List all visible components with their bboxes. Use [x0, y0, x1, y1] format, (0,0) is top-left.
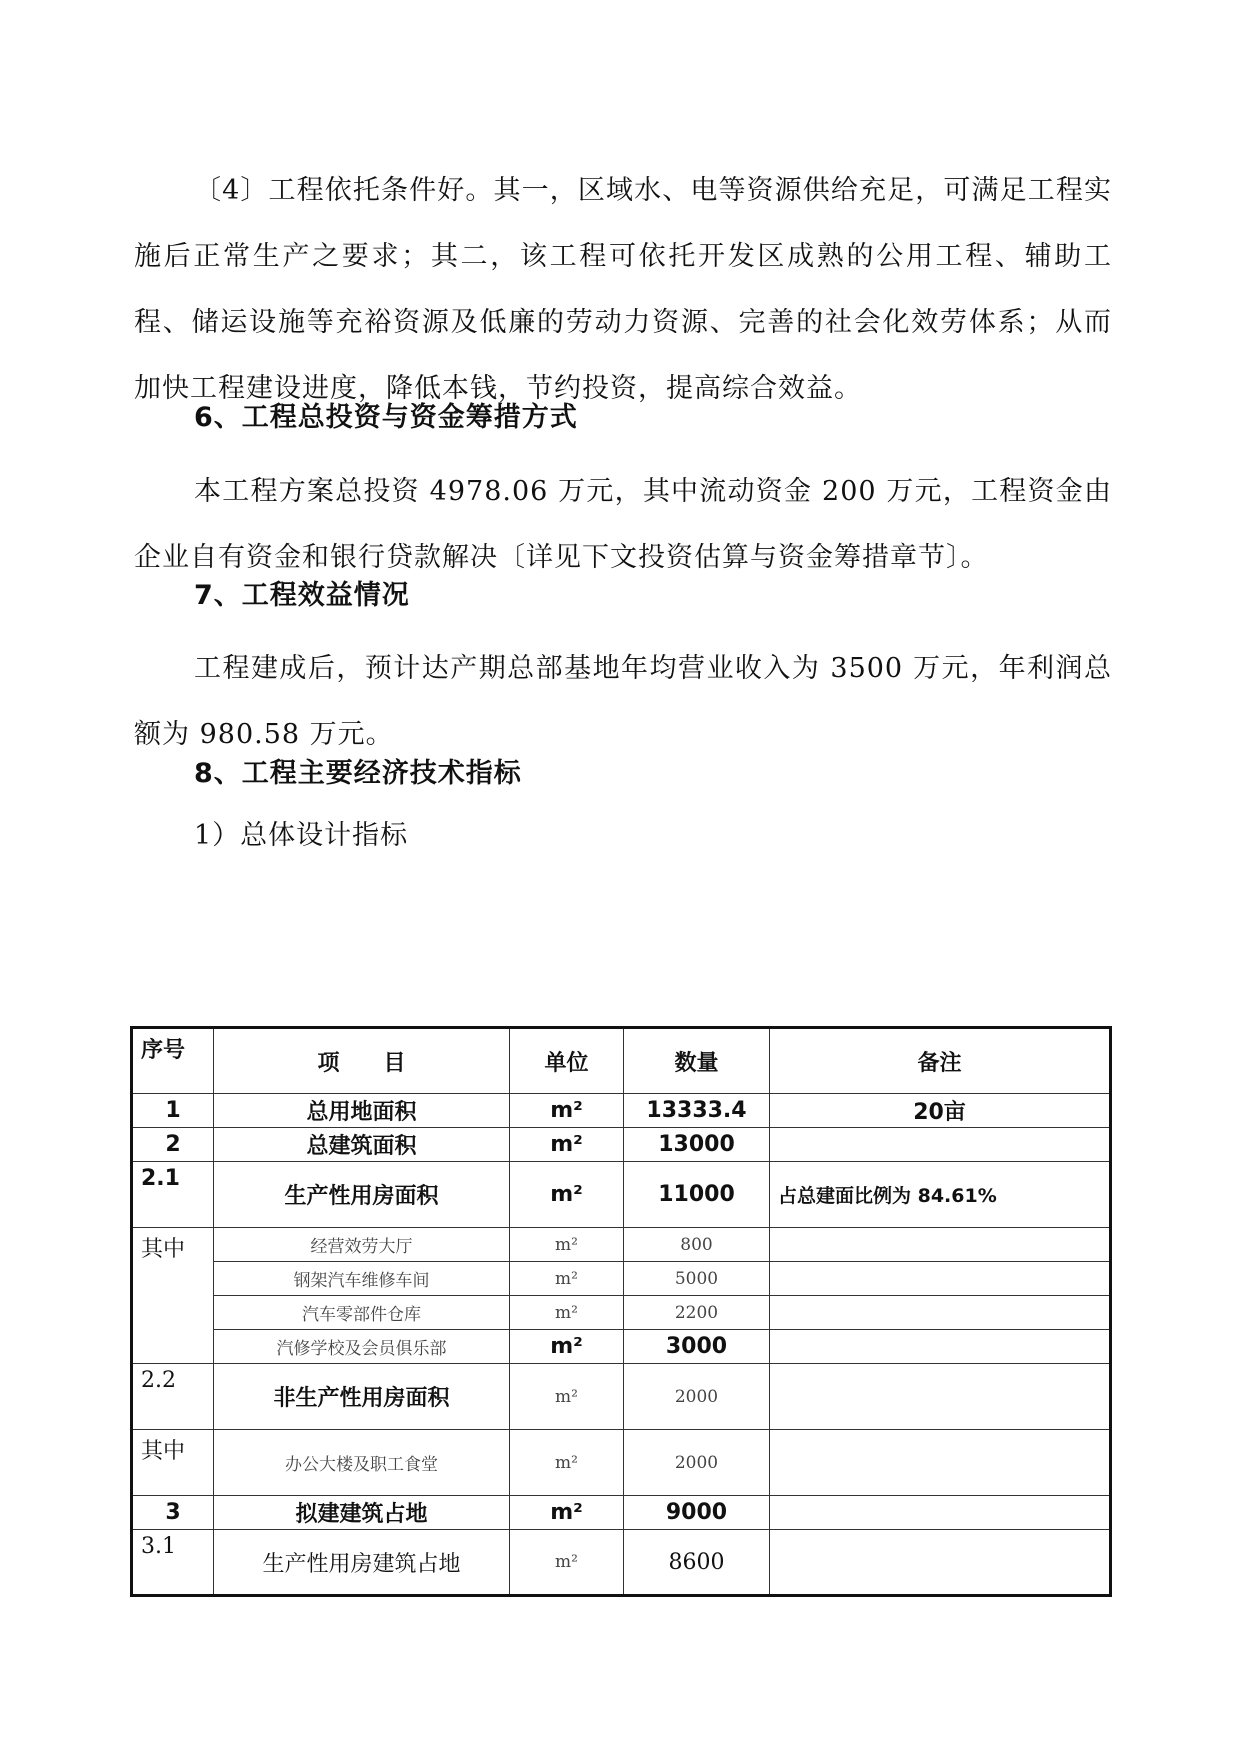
table-row — [132, 1530, 1111, 1596]
table-row — [132, 1330, 1111, 1364]
header-unit: 单位 — [510, 1028, 624, 1094]
cell-item: 生产性用房建筑占地 — [214, 1530, 510, 1596]
cell-unit: m² — [510, 1128, 624, 1162]
cell-note: 20亩 — [770, 1094, 1111, 1128]
header-item: 项 目 — [214, 1028, 510, 1094]
table-row — [132, 1128, 1111, 1162]
cell-unit: m² — [510, 1296, 624, 1330]
cell-qty: 13000 — [624, 1128, 770, 1162]
cell-note — [770, 1530, 1111, 1596]
table-row — [132, 1430, 1111, 1496]
cell-qty: 8600 — [624, 1530, 770, 1596]
cell-seq: 2 — [132, 1128, 214, 1162]
cell-seq-group: 其中 — [132, 1228, 214, 1364]
cell-qty: 13333.4 — [624, 1094, 770, 1128]
cell-qty: 800 — [624, 1228, 770, 1262]
cell-qty: 3000 — [624, 1330, 770, 1364]
paragraph-investment: 本工程方案总投资 4978.06 万元，其中流动资金 200 万元，工程资金由企业自有资金和银行贷款解决〔详见下文投资估算与资金筹措章节〕。 — [134, 476, 1112, 573]
cell-note — [770, 1128, 1111, 1162]
cell-qty: 9000 — [624, 1496, 770, 1530]
section-heading-8: 8、工程主要经济技术指标 — [194, 758, 522, 789]
paragraph-conditions: 〔4〕工程依托条件好。其一，区域水、电等资源供给充足，可满足工程实施后正常生产之要求；其二，该工程可依托开发区成熟的公用工程、辅助工程、储运设施等充裕资源及低廉的劳动力资源、完善的社会化效劳体系；从而加快工程建设进度，降低本钱，节约投资，提高综合效益。 — [134, 175, 1112, 404]
cell-item: 办公大楼及职工食堂 — [214, 1430, 510, 1496]
cell-unit: m² — [510, 1364, 624, 1430]
cell-item: 总建筑面积 — [214, 1128, 510, 1162]
cell-note — [770, 1262, 1111, 1296]
cell-item: 生产性用房面积 — [214, 1162, 510, 1228]
table-row — [132, 1162, 1111, 1228]
cell-item: 汽车零部件仓库 — [214, 1296, 510, 1330]
cell-note — [770, 1296, 1111, 1330]
cell-unit: m² — [510, 1262, 624, 1296]
cell-item: 钢架汽车维修车间 — [214, 1262, 510, 1296]
cell-unit: m² — [510, 1330, 624, 1364]
table-row — [132, 1364, 1111, 1430]
cell-seq: 其中 — [132, 1430, 214, 1496]
indicator-table — [130, 1026, 1112, 1597]
cell-qty: 2000 — [624, 1364, 770, 1430]
cell-item: 非生产性用房面积 — [214, 1364, 510, 1430]
subsection-heading: 1）总体设计指标 — [194, 820, 409, 851]
cell-seq: 2.2 — [132, 1364, 214, 1430]
section-heading-7: 7、工程效益情况 — [194, 580, 410, 611]
cell-qty: 2000 — [624, 1430, 770, 1496]
cell-note: 占总建面比例为 84.61% — [770, 1162, 1111, 1228]
cell-seq: 2.1 — [132, 1162, 214, 1228]
cell-seq: 3 — [132, 1496, 214, 1530]
cell-seq: 3.1 — [132, 1530, 214, 1596]
header-qty: 数量 — [624, 1028, 770, 1094]
cell-qty: 11000 — [624, 1162, 770, 1228]
table-row — [132, 1262, 1111, 1296]
cell-item: 汽修学校及会员俱乐部 — [214, 1330, 510, 1364]
cell-unit: m² — [510, 1094, 624, 1128]
table-header-row — [132, 1028, 1111, 1094]
cell-unit: m² — [510, 1228, 624, 1262]
cell-note — [770, 1330, 1111, 1364]
table-row — [132, 1228, 1111, 1262]
cell-note — [770, 1364, 1111, 1430]
cell-note — [770, 1430, 1111, 1496]
cell-unit: m² — [510, 1162, 624, 1228]
cell-unit: m² — [510, 1496, 624, 1530]
table-row — [132, 1094, 1111, 1128]
cell-unit: m² — [510, 1530, 624, 1596]
header-note: 备注 — [770, 1028, 1111, 1094]
cell-unit: m² — [510, 1430, 624, 1496]
cell-item: 经营效劳大厅 — [214, 1228, 510, 1262]
cell-qty: 5000 — [624, 1262, 770, 1296]
cell-item: 拟建建筑占地 — [214, 1496, 510, 1530]
table-row — [132, 1296, 1111, 1330]
table-row — [132, 1496, 1111, 1530]
cell-note — [770, 1496, 1111, 1530]
paragraph-benefits: 工程建成后，预计达产期总部基地年均营业收入为 3500 万元，年利润总额为 980.58 万元。 — [134, 653, 1112, 750]
cell-qty: 2200 — [624, 1296, 770, 1330]
cell-item: 总用地面积 — [214, 1094, 510, 1128]
cell-note — [770, 1228, 1111, 1262]
header-seq: 序号 — [132, 1028, 214, 1094]
section-heading-6: 6、工程总投资与资金筹措方式 — [194, 402, 578, 433]
cell-seq: 1 — [132, 1094, 214, 1128]
